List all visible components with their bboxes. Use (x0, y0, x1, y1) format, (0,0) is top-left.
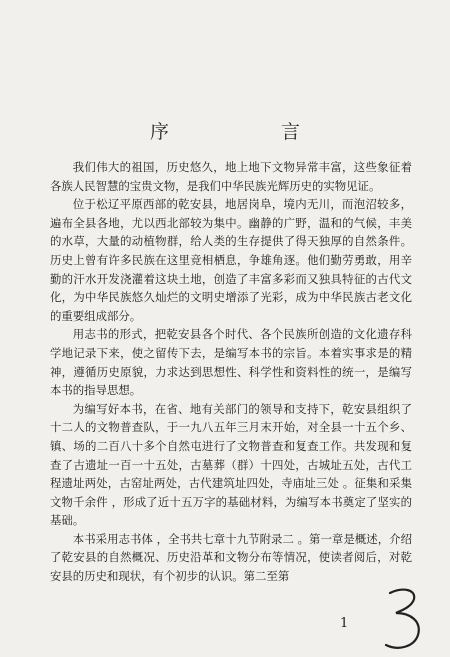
title-char-1: 序 (150, 121, 170, 143)
preface-body (50, 158, 412, 586)
page-number: 1 (340, 616, 349, 631)
handwritten-number-mark (380, 585, 430, 655)
paragraph: 为编写好本书，在省、地有关部门的领导和支持下，乾安县组织了十二人的文物普查队，于一九八五年三月末开始，对全县一十五个乡、镇、场的二百八十多个自然屯进行了文物普查和复查工作。共发现和复查了古遗址一百一十五处，古墓葬（群）十四处，古城址五处，古代工程遗址两处，古窑址两处，古代建筑址四处，寺庙址三处 。征集和采集文物千余件 ，形成了近十五万字的基础材料，为编写本书奠定了坚实的基础。 (50, 401, 412, 528)
title-char-2: 言 (280, 121, 300, 143)
paragraph: 用志书的形式，把乾安县各个时代、各个民族所创造的文化遗存科学地记录下来，使之留传下去，是编写本书的宗旨。本着实事求是的精神，遵循历史原貌，力求达到思想性、科学性和资料性的统一，是编写本书的指导思想。 (50, 327, 412, 398)
page-title (150, 117, 300, 144)
paragraph: 本书采用志书体 ，全书共七章十九节附录二 。第一章是概述，介绍了乾安县的自然概况、历史沿革和文物分布等情况，使读者阅后，对乾安县的历史和现状，有个初步的认识。第二至第 (50, 531, 412, 584)
paragraph: 我们伟大的祖国，历史悠久，地上地下文物异常丰富，这些象征着各族人民智慧的宝贵文物，是我们中华民族光辉历史的实物见证。 (50, 160, 412, 193)
paragraph: 位于松辽平原西部的乾安县，地居岗阜，境内无川，而泡沼较多，遍布全县各地，尤以西北部较为集中。幽静的广野，温和的气候，丰美的水草，大量的动植物群，给人类的生存提供了得天独厚的自然条件。历史上曾有许多民族在这里竞相栖息，争雄角逐。他们勤劳勇敢，用辛勤的汗水开发浇灌着这块土地，创造了丰富多彩而又独具特征的古代文化，为中华民族悠久灿烂的文明史增添了光彩，成为中华民族古老文化的重要组成部分。 (50, 197, 412, 323)
